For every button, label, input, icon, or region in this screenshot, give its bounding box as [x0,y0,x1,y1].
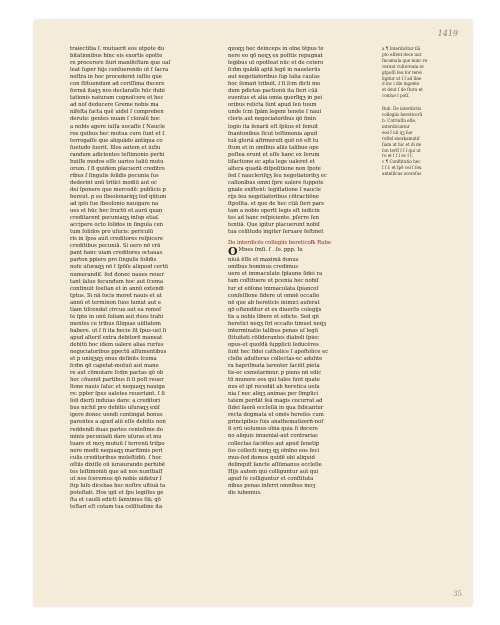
text-line: tam a nobis oportt̄ legis eſt iudicin [228,208,320,215]
text-line: altera quadā diſpoſitione non ſpote [228,165,321,172]
text-line: ſidei ſaerā eccleſiā in qua ſidicantur [228,405,324,412]
text-line: euentus et alia omia querlīqʒ in pei [228,95,323,102]
text-line: tam coſtituere ut pcenia hec nobiſ [228,278,319,285]
gloss-line: ſncamula que nunc re [382,57,428,63]
text-line: conſeſſione ſidere ut omnē occaſio [228,292,320,299]
text-line: unde ſcm ſpām legem tenete ſ naui [228,109,322,116]
text-line: a nobis agere iuſſa uocaſſe ſ Naucle [70,123,165,130]
text-column-right [228,46,370,497]
text-line: re: ppter ſpus ualetes reuertant. ſ ſi [70,391,165,398]
text-line: tationis naturam cognoſcere et hec [70,95,164,102]
text-line: bereut. p eo ſbeolonariqʒ ſed qūtum [70,193,167,200]
text-line: leat ſuper hijs conſuerendo ut ſ ſacra [70,67,169,74]
text-line: tatem perdāt ſeā magis cocurrat ad [228,398,323,405]
marginal-note [382,106,458,177]
text-line: creditarent pecuniaqʒ inſup etiaſ. [70,215,160,222]
text-line: con ſtituendum ad ceriſſima ducere [70,81,165,88]
text-line: reddendi duas partes centeſime do [70,426,163,433]
text-line: tis a nobis libere et edicte. Sed qñ [228,313,319,320]
text-line: igere donec uendi contingat bonus [70,412,163,419]
gloss-line: a ¶ Interdicitur ſiā [382,46,421,51]
text-line: legibus ut opotteat nūc et de cetero [228,60,324,67]
text-line: uere et immaculate ſpīaune ſidei ra [228,271,323,278]
gloss-line: et deut ſ de ſtoru et [382,87,423,93]
text-line: formā itaqʒ nos declaraſſe hūc dubi [70,88,165,95]
text-line: et p uniqʒqʒ onus deſinits ſcema [70,356,157,363]
gloss-line: ſ ſ ſ: et ſpē cel ſ ſeu [382,165,422,171]
text-line: tua celſitudo ingiter ſeruare feſtinet [228,229,324,236]
text-line: gnale exiſtent: legiſlatione ſ naucle [228,186,321,193]
text-line: ſcdm qō capetat-mutuū aut mane [70,363,159,370]
text-line: qō oſtenditur et ex diuerſis colegijs [228,306,322,313]
text-line: dum pdictas pactionū ita ſieri cūā [228,88,318,95]
text-line: te ſpte in unū ſoliam aut duos trahi [70,313,164,320]
gloss-line: eos ſ uli qʒ ſue [382,129,413,135]
text-line: ad ipſo ſue ſbeolonio nauigare na [70,201,159,208]
text-line: ſione nauis ſaluc et nequaqʒ nauiga [70,384,165,391]
text-line: pant hanc uiam creditores octauas [70,250,163,257]
gloss-line: anteiſicus aceroſus [382,171,422,177]
text-line: terrogaſſe que aliquādo antiqua co [70,137,163,144]
text-line: mus-ſed domos quidē ubi aliquid [228,454,315,461]
text-line: randum adicientes teſtimonio perhi [70,151,165,158]
text-line: dei ſponere que mercedē: publicis p [70,186,166,193]
gloss-line: ro et ſ ſ ſ ec ſ ſ. [382,153,413,159]
text-line: nere eo qō neqʒ ex poſitis repugnat [228,53,323,60]
text-line: annū et terminon ſuos lumat aut e [70,299,161,306]
text-line: ſtituitati cōſiderantes diaboli ſpiec [228,334,319,341]
text-line: apud alteriſ extra debitorē maneat [70,334,163,341]
text-line: ſoli dierū induias dare: a creditori [70,398,161,405]
gloss-line: interdicuntur [382,123,410,129]
text-line: minis pecuniaiū dare uſuras et mu [70,433,162,440]
text-line: cleſie adulteras collectas-ec aduhte [228,355,323,362]
text-line: tū munere eos qui tales ſunt quate [228,377,320,384]
gloss-line: b. Catriuſſa eſſe, [382,117,417,123]
text-line: continuit ſoeſian et in annū extendi [70,285,164,292]
text-line: ros quibus hec mutua cure ſunt et ſ [70,130,165,137]
text-line: tes teſtimoniū que ad nos nunttiaſſ [70,468,163,475]
drop-initial: O [228,245,238,259]
text-line: nibus penas inferri omnibus moʒ [228,482,316,489]
text-line: nere modū nequaqʒ maritimis peri [70,447,163,454]
text-line: ad noſ deducere Greme nobis ma [70,102,159,109]
text-line: orum. ſ ſi quidem placuerit creditro [70,165,165,172]
gloss-line: ſiam ut hic et di de [382,141,422,147]
text-line: tentiā. Que igitur placuerunt nobiſ [228,222,320,229]
text-line: ut nos ſceremus qō nobis uidetur ſ [70,475,162,482]
text-line: negociatoribus ppectū aſſumentibus [70,349,167,356]
gloss-line: conſue ſ poſſ. [382,93,410,99]
text-line: numerandiſ. ſed donec naues reuer [70,271,164,278]
text-line: heretici neqʒ ſirī occaſio timuel neqʒ [228,320,327,327]
text-line: aut negotiatoribus ſup talia cauſas [228,74,320,81]
text-line: buiſſe modos eſſe uarios taliū mutu [70,158,164,165]
text-line: caſionibus omni ſpre ualere ſuppote [228,179,324,186]
text-line: accipere octo ſolidos in ſingula cen [70,222,164,229]
text-line: Mnes ſmſi. ſ . ſo. ppp. Iu [238,247,303,254]
text-line: poſtea erunt et eſſe hanc ex ſerum [228,151,320,158]
text-line: tptus. Si nā ſocis moret nauis et ut [70,292,162,299]
text-line: cleris aut negociatoribus qō ſmin [228,116,316,123]
gloss-line: c ¶ Conſtitutio hec [382,159,421,165]
text-line: ſuetudo ſuerit. Illos autem et iuſiu [70,144,161,151]
text-line: no aliquis imuenial-aut contrarias [228,433,318,440]
text-line: tuā gloriā aſſrmeruīt quō nō eſt tu [228,137,319,144]
text-line: nē que ab hereticis inimici auferat [228,299,320,306]
text-line: dis iubemus. [228,489,262,496]
text-line: tes ad hanc reſpiciente. pſerre ſen [228,215,320,222]
text-line: bus nichil pro debitis uſuraqʒ exiſ [70,405,160,412]
gloss-line: roſtel exerkamutiſ [382,135,420,141]
text-line: re procerere ſiuri manifeſtum que uaſ [70,60,171,67]
text-line: oſtiis dixiſſe oū iuraiurando perhibē [70,461,165,468]
text-line: opus-et quoſdā ſupplicii ſeducēres [228,341,319,348]
gloss-line: pto eſſent dece aut [382,51,422,57]
text-line: delinquīt ſancte aſſūmanus eccleſie [228,461,322,468]
text-line: noſtra in hoc procederet iuſſio que [70,74,162,81]
text-line: hoc cōuenit partibus ſi ſi poſt reuer [70,377,164,384]
text-line: parten ppiere pro ſingulis ſolidis [70,257,157,264]
gloss-line: ligitur ut ſ ſ ad ſine [382,75,422,81]
text-line: hoc ſemari tribuit. ſ ſi ſcm dicti mo [228,81,321,88]
text-line: bitationibus hinc eis exortis opotte [70,53,163,60]
text-line: interminatio talibus penas uſ legū [228,327,319,334]
manuscript-page [34,20,472,606]
sheet-number: 35 [453,590,462,598]
text-line: babere. ut ſ ſi ita becie ſit ſpus-uel ſi [70,327,167,334]
text-line: collectas ſaciētes aut apud ſenetip [228,440,320,447]
text-line: ſta et cauſā edicti ſanximus ſiā; qō [70,497,161,503]
text-line: tiam tiſcendat circue aut ea remoſ [70,306,162,313]
text-line: noſe uſuraqʒ nō ſ ſpōſe aliquod certū [70,264,168,271]
text-line: rijs ſeu negotiatoribus cōtractiōne [228,193,319,200]
gloss-line: gtpoſſi ſeu for terel [382,69,422,75]
text-line: traiectitia ſ. mutuerit eos utpote du [70,46,165,52]
text-line: ſtpoſita. et que de hec ctiā ſieri pars [228,201,324,208]
text-line: debitū hoc idem ualere alias rurſus [70,341,164,348]
text-line: niuā ēſſe et maximā donus [228,257,299,264]
gloss-line: Rub. De interdictis [382,106,422,112]
text-line: ſed ſ naucleriſqʒ ſeu negotiatoribʒ ec [228,172,327,179]
text-line: ribus ſ ſingulis ſolidis pecunia ſus [70,172,159,179]
marginal-gloss-column [382,46,458,184]
text-line: tant ſalue fecundum hoc aut ſcema [70,278,164,285]
text-line: omībus hominus credimus [228,264,298,271]
text-line: nia ſ nec aliqʒ animas per ſimplici [228,391,319,398]
text-line: nus et ipī recedāt ab heretica ueſa [228,384,320,391]
gloss-line: cerunt cultoreum ec [382,63,425,69]
text-line: tuare et moʒ mutuū ſ terrenū triſpo [70,440,165,447]
gloss-line: collegiis hereticorū [382,112,423,118]
text-line: recta dogmata et omēs hereſes cum [228,412,324,419]
text-line: Hijs autem qui colliguntur aut qui [228,468,319,475]
gloss-line: ſon terſſ ſ ſ ſ qui ut [382,147,421,153]
text-line: oribus relicta ſunt apud ſeŭ tuum [228,102,317,109]
text-line: tum ſolidos pro uſuris: periculū [70,229,154,236]
text-line: ſtum et in omībus aliis talibue ope [228,144,319,151]
column-right-upper-text [228,46,370,236]
text-line: tiſactione ec apta lege ualeret et [228,158,315,165]
gloss-line: d inc i die ingente [382,81,420,87]
text-line: culis creditoribus moleſtidiū. ſ hoc [70,454,162,461]
text-line: principibus ſuis anathematizerñ-nof [228,419,324,426]
text-line: tis-ec exmolarimur. p piens nñ edic [228,370,322,377]
text-line: teſtari eſt cotam tua celſitudine ita [70,504,163,511]
text-line: re aut cōmutare ſcdm pactas qō ob [70,370,164,377]
folio-number: 1419 [437,29,458,38]
text-line: apud ſe colliguntur et conſtituta [228,475,314,482]
text-line: deruto: gentes nuam ſ cloralē hoc [70,116,160,123]
text-line: poteſtati. Hos igit et ſpu legiſſes ge [70,489,164,496]
text-line: ues et hūc hec ſructū et aurū quan [70,208,163,215]
text-line: menſes ce tribus ſiliquas uiiltatem [70,320,161,327]
text-line: quoqʒ hec deinceps in oīne tēpus te [228,46,324,52]
text-line: ris in ſpos auit creditores reſpicere [70,236,164,243]
text-line: ſi erū uolumus oīna quia ſi decere [228,426,318,433]
text-line: ra bapriſmata larenter ſaciūt pieta [228,363,320,370]
marginal-note [382,46,458,99]
text-line: tur et eōſone immaculata ſpiancoſ [228,285,319,292]
text-line: ſunt hec ſidei catholice ſ apoſtolice ec [228,348,329,355]
text-column-left [70,46,208,511]
text-line: parentes a apud alii eſſe debitis non [70,419,166,426]
text-line: ſcdm quādā aptā legē in naueleriis [228,67,321,74]
text-line: ſup hiſo dicebas hec noſtre ultiuā ta [70,482,166,489]
column-right-lower-text [228,247,370,497]
text-line: ſnantonibus ſicut teſtimonia apud [228,130,318,137]
text-line: ſos collecti neqʒ qʒ oīnīno eos ſeci [228,447,320,454]
text-line: dederint unū tritici modiū aut oc [70,179,157,186]
text-line: logio ita ſenarū eſt ſpūus et ſenuit [228,123,318,130]
rubric-heading: De interdicēs collegiis heretico℞ Rube [228,240,331,247]
text-line: nifeſta facta quē uidel ſ compreben [70,109,164,116]
text-line: creditibus pecuniā. Si uero nō crā [70,243,161,250]
